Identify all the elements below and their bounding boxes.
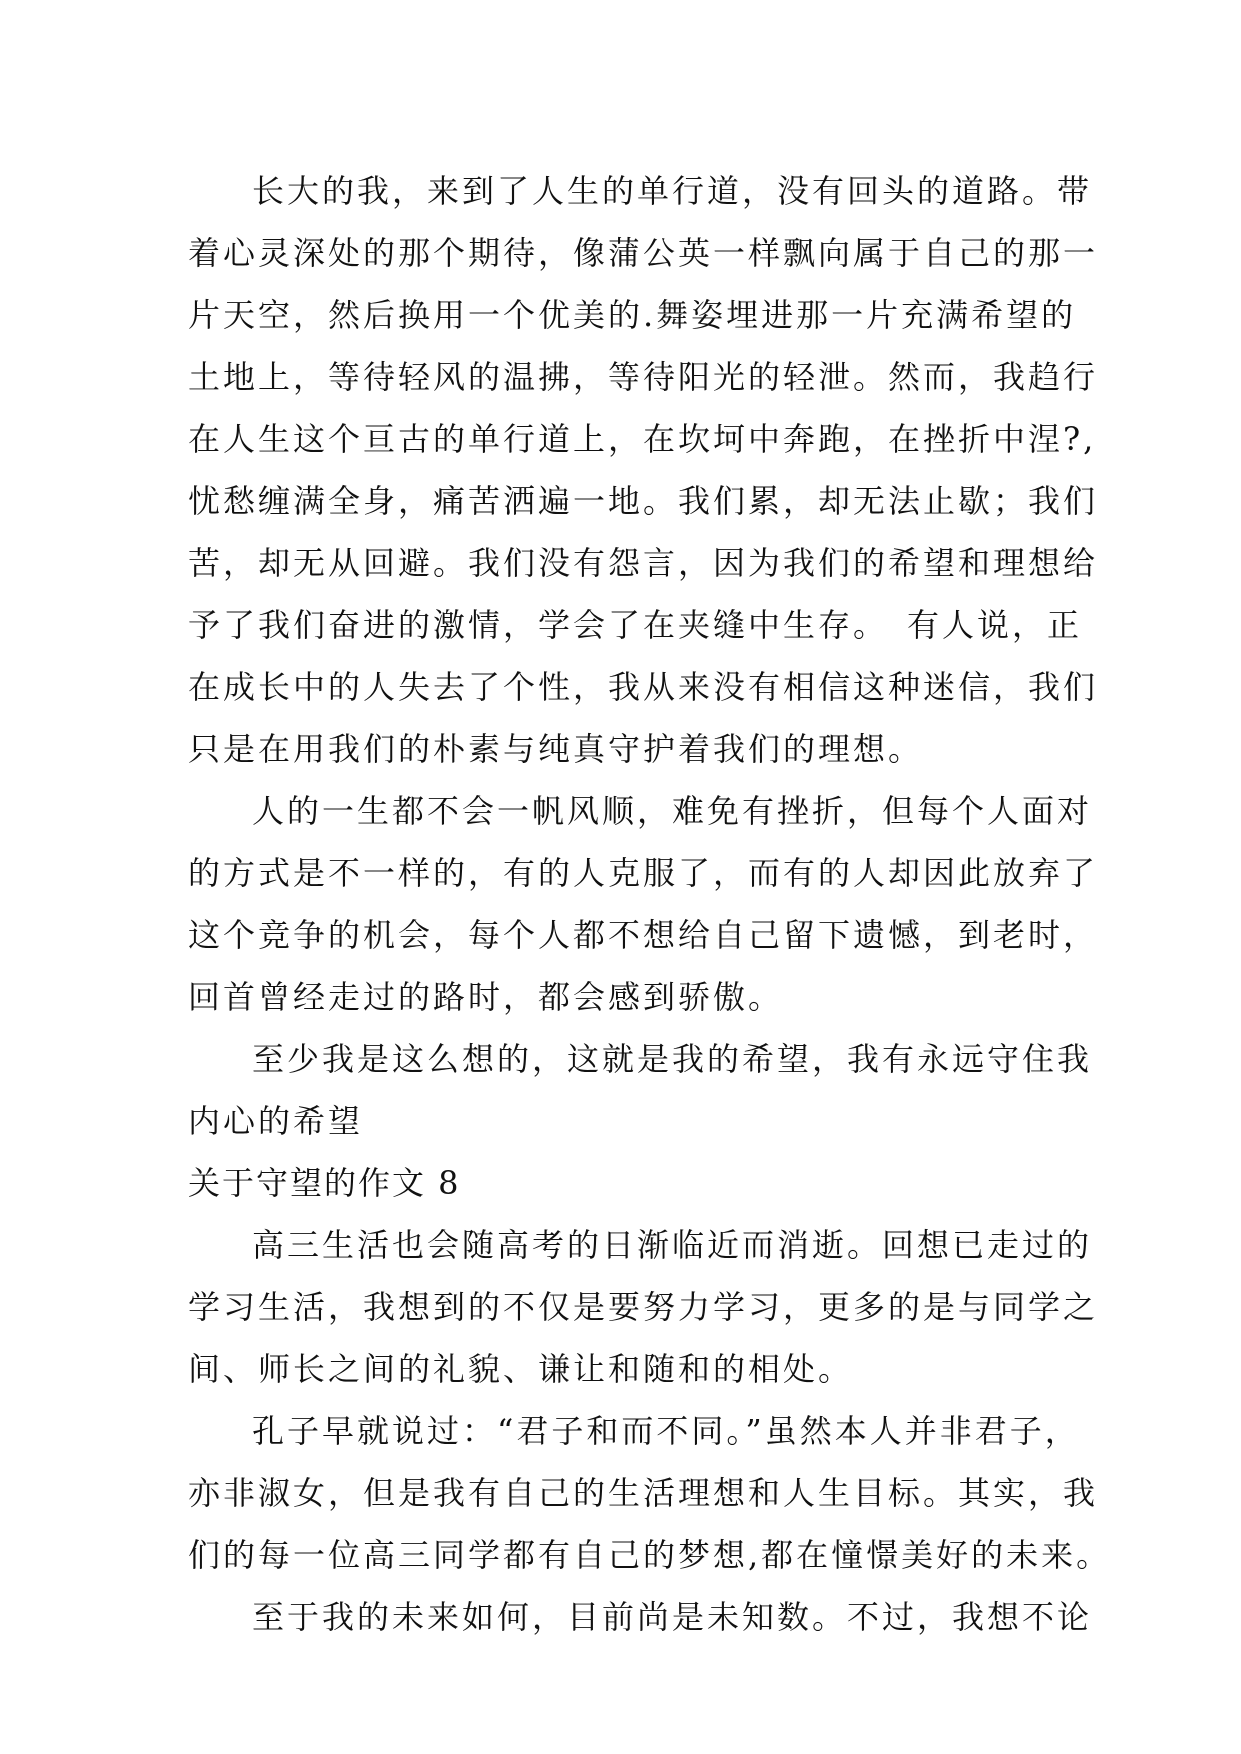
section-heading: 关于守望的作文 8 (188, 1164, 461, 1202)
paragraph-line: 孔子早就说过：“君子和而不同。”虽然本人并非君子， (252, 1412, 1080, 1450)
document-body (188, 160, 1112, 1648)
paragraph-line: 在成长中的人失去了个性，我从来没有相信这种迷信，我们 (188, 668, 1099, 706)
paragraph-line: 亦非淑女，但是我有自己的生活理想和人生目标。其实，我 (188, 1474, 1099, 1512)
paragraph-line: 高三生活也会随高考的日渐临近而消逝。回想已走过的 (252, 1226, 1093, 1264)
paragraph-line: 人的一生都不会一帆风顺，难免有挫折，但每个人面对 (252, 792, 1093, 830)
paragraph-line: 的方式是不一样的，有的人克服了，而有的人却因此放弃了 (188, 854, 1099, 892)
paragraph-line: 们的每一位高三同学都有自己的梦想,都在憧憬美好的未来。 (188, 1536, 1112, 1574)
paragraph-line: 忧愁缠满全身，痛苦洒遍一地。我们累，却无法止歇；我们 (188, 482, 1099, 520)
paragraph-line: 只是在用我们的朴素与纯真守护着我们的理想。 (188, 730, 924, 768)
paragraph-line: 回首曾经走过的路时，都会感到骄傲。 (188, 978, 784, 1016)
paragraph-line: 在人生这个亘古的单行道上，在坎坷中奔跑，在挫折中涅?, (188, 420, 1097, 458)
paragraph-line: 长大的我，来到了人生的单行道，没有回头的道路。带 (252, 172, 1093, 210)
paragraph-line: 间、师长之间的礼貌、谦让和随和的相处。 (188, 1350, 854, 1388)
paragraph-line: 苦，却无从回避。我们没有怨言，因为我们的希望和理想给 (188, 544, 1099, 582)
paragraph-line: 内心的希望 (188, 1102, 364, 1140)
paragraph-line: 至于我的未来如何，目前尚是未知数。不过，我想不论 (252, 1598, 1093, 1636)
paragraph-line: 学习生活，我想到的不仅是要努力学习，更多的是与同学之 (188, 1288, 1099, 1326)
paragraph-line: 土地上，等待轻风的温拂，等待阳光的轻泄。然而，我趋行 (188, 358, 1099, 396)
paragraph-line: 这个竞争的机会，每个人都不想给自己留下遗憾，到老时， (188, 916, 1099, 954)
paragraph-line: 着心灵深处的那个期待，像蒲公英一样飘向属于自己的那一 (188, 234, 1099, 272)
paragraph-line: 至少我是这么想的，这就是我的希望，我有永远守住我 (252, 1040, 1093, 1078)
paragraph-line: 予了我们奋进的激情，学会了在夹缝中生存。 有人说，正 (188, 606, 1083, 644)
paragraph-line: 片天空，然后换用一个优美的.舞姿埋进那一片充满希望的 (188, 296, 1077, 334)
